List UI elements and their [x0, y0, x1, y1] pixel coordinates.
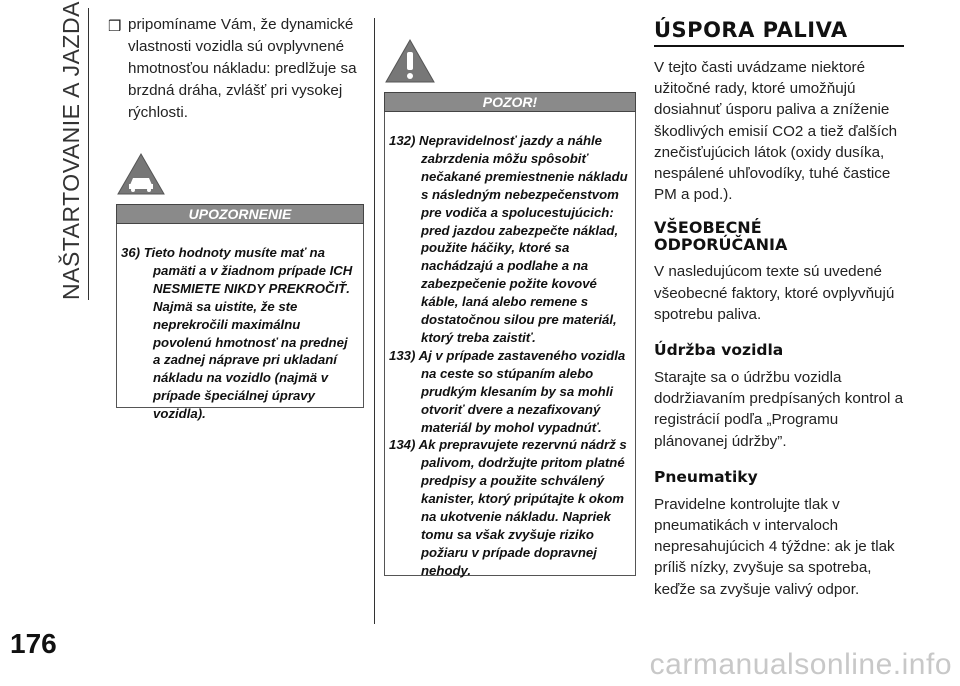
watermark: carmanualsonline.info [649, 648, 952, 681]
side-chapter-title: NAŠTARTOVANIE A JAZDA [58, 1, 84, 300]
checkbox-bullet-icon: ❒ [108, 18, 122, 35]
notice-box [116, 224, 364, 422]
warning-item-134: 134) Ak prepravujete rezervnú nádrž s palivom, dodržujte pritom platné predpisy a použite schválený kanister, ktorý pripútajte k okom na ukotvenie nákladu. Napriek tomu sa však zvyšuje riziko požiaru v prípade dopravnej nehody. [389, 437, 627, 578]
notice-item: 36) Tieto hodnoty musíte mať na pamäti a v žiadnom prípade ICH NESMIETE NIKDY PREKROČIŤ. Najmä sa uistite, že ste neprekročili maximálnu povolenú hmotnosť na prednej a zadnej náprave pri ukladaní nákladu na vozidlo (najmä v prípade špeciálnej úpravy vozidla). [121, 245, 353, 422]
column-divider [374, 18, 375, 624]
right-column [654, 18, 906, 600]
warning-box [384, 112, 636, 576]
subheading: VŠEOBECNÉ ODPORÚČANIA [654, 218, 788, 255]
notice-title-bar: UPOZORNENIE [116, 204, 364, 224]
tyres-heading: Pneumatiky [654, 467, 758, 486]
section-heading: ÚSPORA PALIVA [654, 18, 848, 42]
car-icon [116, 152, 166, 196]
side-divider [88, 8, 89, 300]
heading-rule [654, 45, 904, 47]
bullet-paragraph [104, 14, 364, 124]
exclamation-icon [384, 38, 436, 84]
bullet-text: pripomíname Vám, že dynamické vlastnosti vozidla sú ovplyvnené hmotnosťou nákladu: predlžuje sa brzdná dráha, zvlášť pri vysokej rýchlosti. [128, 16, 357, 121]
left-column [104, 14, 364, 124]
subheading-paragraph: V nasledujúcom texte sú uvedené všeobecné faktory, ktoré ovplyvňujú spotrebu paliva. [654, 263, 895, 323]
maintenance-heading: Údržba vozidla [654, 341, 784, 360]
warning-item-132: 132) Nepravidelnosť jazdy a náhle zabrzdenia môžu spôsobiť nečakané premiestnenie nákladu s následným nebezpečenstvom pre vodiča a spolucestujúcich: pred jazdou zabezpečte náklad, použite háčiky, ktoré sa nachádzajú a podlahe a na zabezpečenie požite kovové káble, laná alebo remene s dostatočnou silou pre materiál, ktorý treba zaistiť. [389, 133, 628, 345]
warning-item-133: 133) Aj v prípade zastaveného vozidla na ceste so stúpaním alebo prudkým klesaním by sa mohli otvoriť dvere a nezafixovaný materiál by mohol vypadnúť. [389, 347, 626, 435]
tyres-paragraph: Pravidelne kontrolujte tlak v pneumatikách v intervaloch nepresahujúcich 4 týždne: ak je tlak príliš nízky, zvyšuje sa spotreba, keďže sa zvyšuje valivý odpor. [654, 495, 895, 598]
maintenance-paragraph: Starajte sa o údržbu vozidla dodržiavaním predpísaných kontrol a registrácií podľa „Programu plánovanej údržby”. [654, 369, 904, 450]
intro-paragraph: V tejto časti uvádzame niektoré užitočné rady, ktoré umožňujú dosiahnuť úsporu paliva a zníženie škodlivých emisií CO2 a tiež ďalších znečisťujúcich látok (oxidy dusíka, nespálené uhľovodíky, tuhé častice PM a pod.). [654, 59, 898, 204]
warning-title-bar: POZOR! [384, 92, 636, 112]
page-number: 176 [10, 628, 57, 659]
